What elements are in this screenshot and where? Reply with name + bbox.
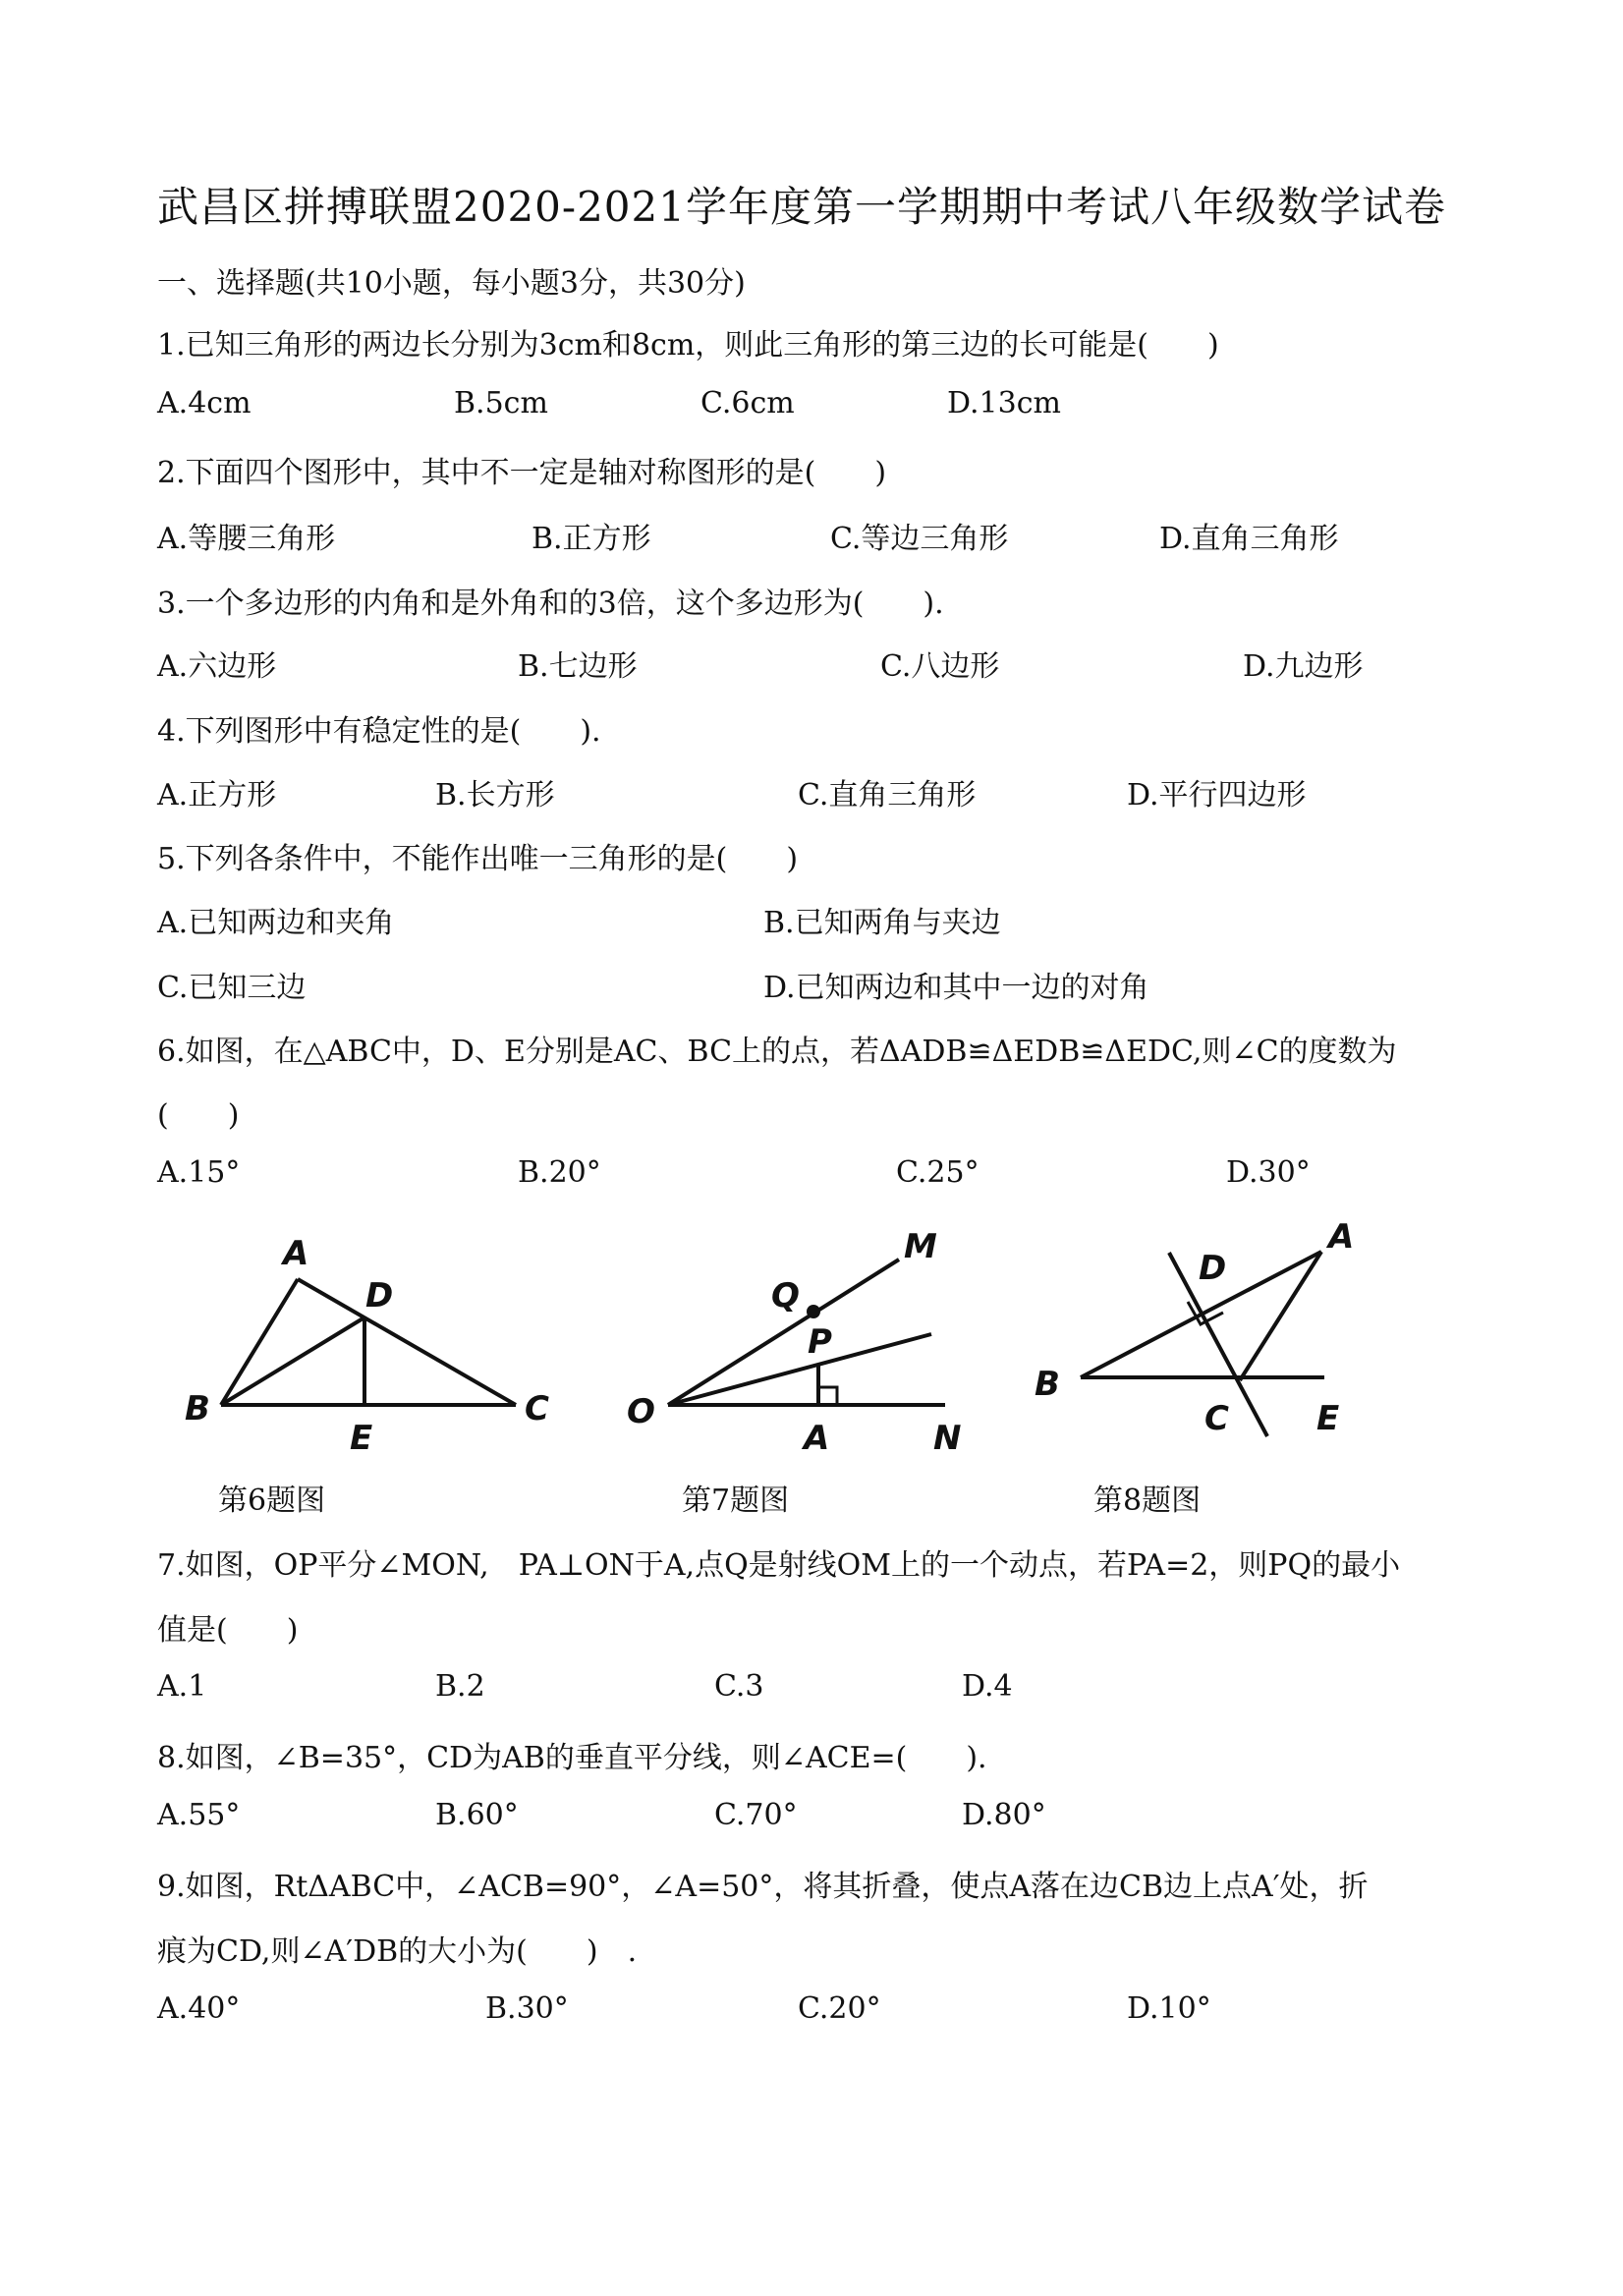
figure-6-caption: 第6题图 xyxy=(218,1484,326,1518)
fig6-line-bd xyxy=(221,1317,364,1405)
q3-option-b: B.七边形 xyxy=(518,649,638,684)
q7-option-c: C.3 xyxy=(714,1669,764,1704)
q9-option-c: C.20° xyxy=(798,1991,881,2026)
q4-option-b: B.长方形 xyxy=(435,778,555,812)
q6-option-a: A.15° xyxy=(157,1155,241,1190)
question-9-stem-line2: 痕为CD,则∠A′DB的大小为( ) . xyxy=(157,1934,638,1969)
q7-option-d: D.4 xyxy=(962,1669,1013,1704)
question-3-stem: 3.一个多边形的内角和是外角和的3倍，这个多边形为( ). xyxy=(157,587,944,621)
fig6-label-c: C xyxy=(525,1389,549,1428)
q2-option-b: B.正方形 xyxy=(532,522,651,556)
fig7-ray-op xyxy=(668,1334,931,1405)
section-heading: 一、选择题(共10小题，每小题3分，共30分) xyxy=(157,266,746,301)
fig8-label-d: D xyxy=(1199,1249,1227,1288)
fig7-right-angle-mark xyxy=(818,1387,837,1405)
fig6-label-e: E xyxy=(350,1419,373,1458)
page-title: 武昌区拼搏联盟2020-2021学年度第一学期期中考试八年级数学试卷 xyxy=(157,183,1446,231)
fig6-label-a: A xyxy=(283,1234,309,1273)
question-4-stem: 4.下列图形中有稳定性的是( ). xyxy=(157,714,601,749)
q4-option-a: A.正方形 xyxy=(157,778,277,812)
fig7-label-p: P xyxy=(808,1322,832,1362)
fig7-point-q xyxy=(807,1305,820,1318)
fig6-line-ba xyxy=(221,1279,298,1405)
fig6-label-b: B xyxy=(185,1389,210,1428)
figure-8-caption: 第8题图 xyxy=(1093,1484,1202,1518)
question-7-stem-line2: 值是( ) xyxy=(157,1613,299,1648)
q7-option-b: B.2 xyxy=(435,1669,485,1704)
figures-row xyxy=(0,1208,1623,1464)
fig7-label-o: O xyxy=(627,1392,655,1431)
q1-option-c: C.6cm xyxy=(700,386,795,420)
q8-option-c: C.70° xyxy=(714,1798,798,1832)
q4-option-c: C.直角三角形 xyxy=(798,778,977,812)
q3-option-a: A.六边形 xyxy=(157,649,277,684)
question-8-stem: 8.如图，∠B=35°，CD为AB的垂直平分线，则∠ACE=( ). xyxy=(157,1741,987,1775)
q3-option-d: D.九边形 xyxy=(1243,649,1364,684)
q6-option-d: D.30° xyxy=(1226,1155,1311,1190)
q9-option-b: B.30° xyxy=(485,1991,569,2026)
q2-option-c: C.等边三角形 xyxy=(830,522,1009,556)
fig8-label-b: B xyxy=(1035,1365,1060,1404)
question-7-stem: 7.如图，OP平分∠MON, PA⊥ON于A,点Q是射线OM上的一个动点，若PA=2，则PQ的最小 xyxy=(157,1548,1401,1583)
q9-option-a: A.40° xyxy=(157,1991,241,2026)
question-6-stem-line2: ( ) xyxy=(157,1098,240,1133)
question-6-stem: 6.如图，在△ABC中，D、E分别是AC、BC上的点，若ΔADB≌ΔEDB≌ΔEDC,则∠C的度数为 xyxy=(157,1035,1397,1069)
figure-7-caption: 第7题图 xyxy=(682,1484,790,1518)
q1-option-a: A.4cm xyxy=(157,386,252,420)
q2-option-a: A.等腰三角形 xyxy=(157,522,336,556)
q4-option-d: D.平行四边形 xyxy=(1127,778,1307,812)
figure-7 xyxy=(668,1260,945,1405)
fig7-label-m: M xyxy=(904,1227,937,1266)
q6-option-b: B.20° xyxy=(518,1155,601,1190)
q6-option-c: C.25° xyxy=(896,1155,979,1190)
q7-option-a: A.1 xyxy=(157,1669,207,1704)
question-9-stem: 9.如图，RtΔABC中，∠ACB=90°，∠A=50°，将其折叠，使点A落在边CB边上点A′处，折 xyxy=(157,1870,1369,1904)
q5-option-c: C.已知三边 xyxy=(157,971,307,1005)
q2-option-d: D.直角三角形 xyxy=(1159,522,1339,556)
q8-option-d: D.80° xyxy=(962,1798,1046,1832)
fig6-line-ac xyxy=(298,1279,516,1405)
fig8-label-a: A xyxy=(1328,1217,1355,1257)
fig7-label-a: A xyxy=(804,1419,830,1458)
fig8-label-c: C xyxy=(1204,1399,1229,1438)
q5-option-d: D.已知两边和其中一边的对角 xyxy=(763,971,1149,1005)
q5-option-b: B.已知两角与夹边 xyxy=(763,906,1001,940)
q8-option-a: A.55° xyxy=(157,1798,241,1832)
question-1-stem: 1.已知三角形的两边长分别为3cm和8cm，则此三角形的第三边的长可能是( ) xyxy=(157,328,1219,363)
fig7-label-q: Q xyxy=(771,1276,800,1316)
question-2-stem: 2.下面四个图形中，其中不一定是轴对称图形的是( ) xyxy=(157,456,887,490)
q9-option-d: D.10° xyxy=(1127,1991,1211,2026)
question-5-stem: 5.下列各条件中，不能作出唯一三角形的是( ) xyxy=(157,842,799,876)
q1-option-b: B.5cm xyxy=(454,386,548,420)
q5-option-a: A.已知两边和夹角 xyxy=(157,906,395,940)
fig8-label-e: E xyxy=(1316,1399,1340,1438)
fig6-label-d: D xyxy=(365,1276,394,1316)
q3-option-c: C.八边形 xyxy=(880,649,1000,684)
q1-option-d: D.13cm xyxy=(947,386,1061,420)
q8-option-b: B.60° xyxy=(435,1798,519,1832)
fig7-label-n: N xyxy=(933,1419,962,1458)
